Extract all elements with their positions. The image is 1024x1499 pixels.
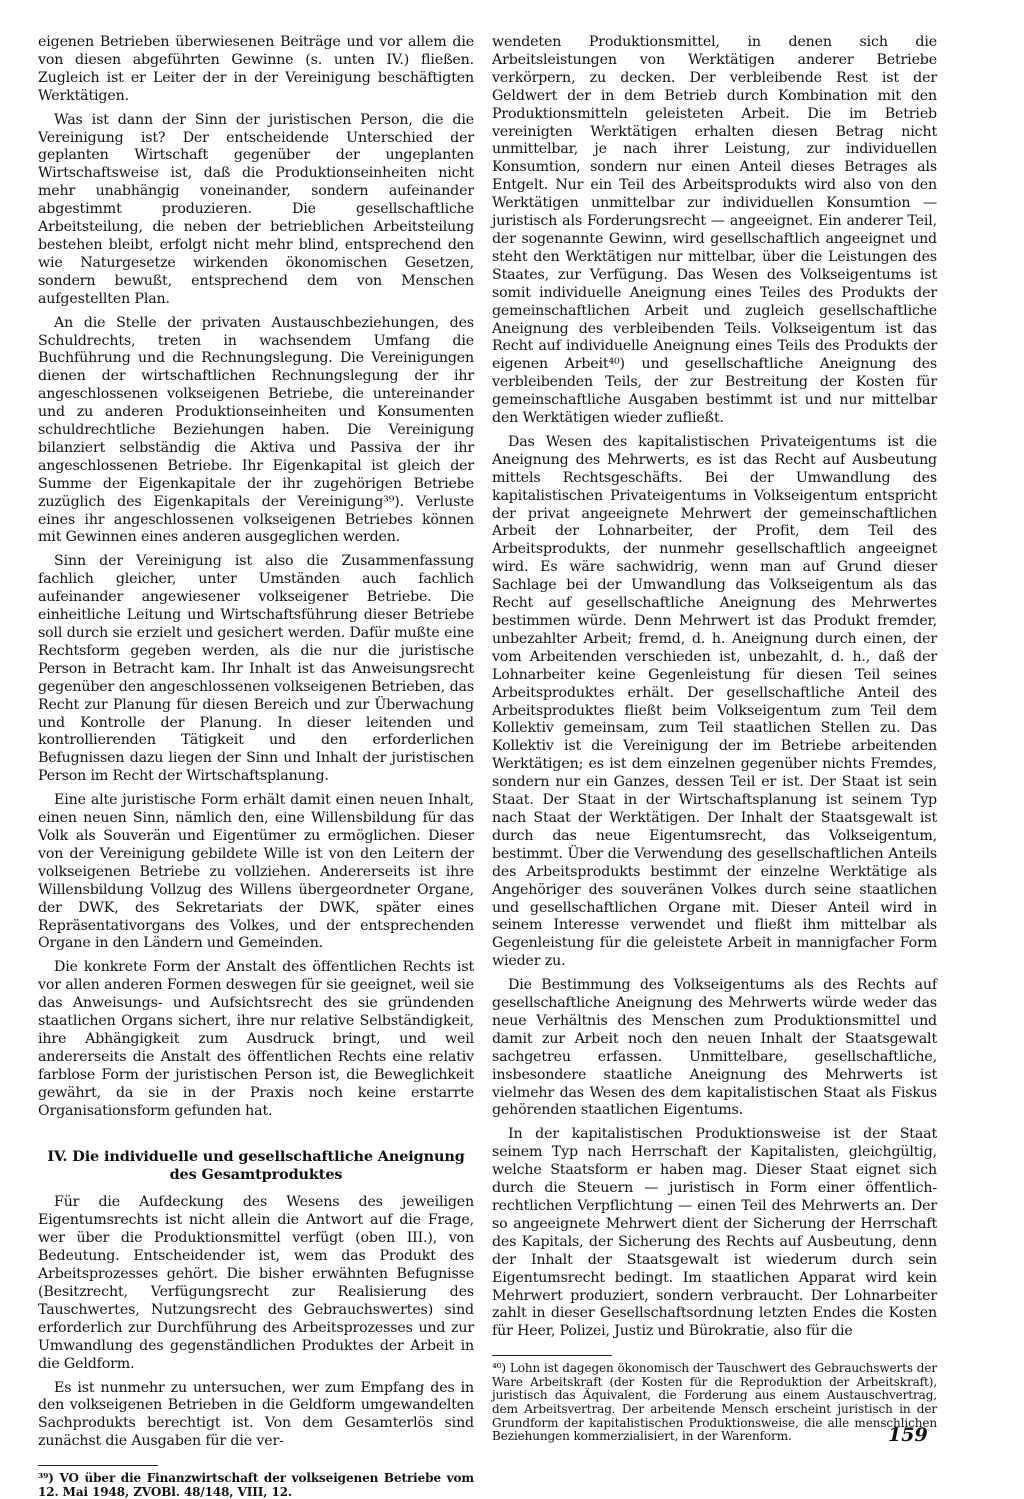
paragraph: wendeten Produktionsmittel, in denen sich die Arbeitsleistungen von Werktätigen anderer Betriebe verkörpern, zu decken. Der verbleibende Rest ist der Geldwert der in dem Betrieb durch Kombination mit den Produktionsmitteln geleisteten Arbeit. Die im Betrieb vereinigten Werktätigen erhalten diesen Betrag nicht unmittelbar, je nach ihrer Leistung, zur individuellen Konsumtion, sondern nur einen Anteil dieses Betrages als Entgelt. Nur ein Teil des Arbeitsprodukts wird also von den Werktätigen unmittelbar zur individuellen Konsumtion — juristisch als Forderungsrecht — angeeignet. Ein anderer Teil, der sogenannte Gewinn, wird gesellschaftlich angeeignet und steht den Werktätigen nur mittelbar, über die Leistungen des Staates, zur Verfügung. Das Wesen des Volkseigentums ist somit individuelle Aneignung eines Teiles des Produkts der gemeinschaftlichen Arbeit und zugleich gesellschaftliche Aneignung des verbleibenden Teils. Volkseigentum ist das Recht auf individuelle Aneignung eines Teils des Produkts der eigenen Arbeit⁴⁰) und gesellschaftliche Aneignung des verbleibenden Teils, der zur Bestreitung der Kosten für gemeinschaftliche Ausgaben bestimmt ist und nur mittelbar den Werktätigen wieder zufließt. — [492, 34, 937, 427]
paragraph: eigenen Betrieben überwiesenen Beiträge und vor allem die von diesen abgeführten Gewinne (s. unten IV.) fließen. Zugleich ist er Leiter der in der Vereinigung beschäftigten Werktätigen. — [38, 34, 474, 104]
paragraph: Die konkrete Form der Anstalt des öffentlichen Rechts ist vor allen anderen Formen deswegen für sie geeignet, weil sie das Anweisungs- und Aufsichtsrecht des sie gründenden staatlichen Organs sichert, ihre nur relative Selbständigkeit, ihre Abhängigkeit zum Ausdruck bringt, und weil andererseits die Anstalt des öffentlichen Rechts eine relativ farblose Form der juristischen Person ist, die Beweglichkeit gewährt, da sie in der Praxis noch keine erstarrte Organisationsform gefunden hat. — [38, 959, 474, 1119]
footnote-divider — [492, 1355, 612, 1356]
right-column — [492, 34, 937, 1444]
paragraph: Was ist dann der Sinn der juristischen Person, die die Vereinigung ist? Der entscheidende Unterschied der geplanten Wirtschaft gegenüber der ungeplanten Wirtschaftsweise ist, daß die Produktionseinheiten nicht mehr unabhängig voneinander, sondern aufeinander abgestimmt produzieren. Die gesellschaftliche Arbeitsteilung, die neben der betrieblichen Arbeitsteilung bestehen bleibt, erfolgt nicht mehr blind, entsprechend den wie Naturgesetze wirkenden ökonomischen Gesetzen, sondern bewußt, entsprechend dem von Menschen aufgestellten Plan. — [38, 111, 474, 307]
footnote: ³⁹) VO über die Finanzwirtschaft der volkseigenen Betriebe vom 12. Mai 1948, ZVOBl. 48/148, VIII, 12. — [38, 1471, 474, 1499]
paragraph: Die Bestimmung des Volkseigentums als des Rechts auf gesellschaftliche Aneignung des Mehrwerts würde weder das neue Verhältnis des Menschen zum Produktionsmittel und damit zur Arbeit noch den neuen Inhalt der Staatsgewalt sachgetreu erfassen. Unmittelbare, gesellschaftliche, insbesondere staatliche Aneignung des Mehrwerts ist vielmehr das Wesen des dem kapitalistischen Staat als Fiskus gehörenden staatlichen Eigentums. — [492, 977, 937, 1119]
left-column — [38, 34, 474, 1499]
page-number: 159 — [888, 1424, 928, 1446]
paragraph: In der kapitalistischen Produktionsweise ist der Staat seinem Typ nach Herrschaft der Kapitalisten, gleichgültig, welche Staatsform er haben mag. Dieser Staat eignet sich durch die Steuern — juristisch in Form einer öffentlich-rechtlichen Verpflichtung — einen Teil des Mehrwerts an. Der so angeeignete Mehrwert dient der Sicherung der Herrschaft des Kapitals, der Sicherung des Rechts auf Ausbeutung, denn der Inhalt der Staatsgewalt ist wiederum durch sein Eigentumsrecht bedingt. Im staatlichen Apparat wird kein Mehrwert produziert, sondern verbraucht. Der Lohnarbeiter zahlt in dieser Gesellschaftsordnung letzten Endes die Kosten für Heer, Polizei, Justiz und Bürokratie, also für die — [492, 1126, 937, 1340]
footnote: ⁴⁰) Lohn ist dagegen ökonomisch der Tauschwert des Gebrauchswerts der Ware Arbeitskraft (der Kosten für die Reproduktion der Arbeitskraft), juristisch das Äquivalent, die Forderung aus einem Austauschvertrag, dem Arbeitsvertrag. Der arbeitende Mensch erscheint juristisch in der Grundform der kapitalistischen Produktionsweise, die alle menschlichen Beziehungen kommerzialisiert, in der Warenform. — [492, 1361, 937, 1444]
paragraph: Es ist nunmehr zu untersuchen, wer zum Empfang des in den volkseigenen Betrieben in die Geldform umgewandelten Sachprodukts berechtigt ist. Von dem Gesamterlös sind zunächst die Ausgaben für die ver- — [38, 1379, 474, 1450]
paragraph: Für die Aufdeckung des Wesens des jeweiligen Eigentumsrechts ist nicht allein die Antwort auf die Frage, wer über die Produktionsmittel verfügt (oben III.), von Bedeutung. Entscheidender ist, wem das Produkt des Arbeitsprozesses gehört. Die bisher erwähnten Befugnisse (Besitzrecht, Verfügungsrecht zur Realisierung des Tauschwertes, Nutzungsrecht des Gebrauchswertes) sind erforderlich zur Durchführung des Arbeitsprozesses und zur Umwandlung des gegenständlichen Produktes der Arbeit in die Geldform. — [38, 1194, 474, 1372]
paragraph: Eine alte juristische Form erhält damit einen neuen Inhalt, einen neuen Sinn, nämlich den, eine Willensbildung für das Volk als Souverän und Eigentümer zu ermöglichen. Dieser von der Vereinigung gebildete Wille ist von den Leitern der volkseigenen Betriebe zu vollziehen. Andererseits ist ihre Willensbildung Vollzug des Willens übergeordneter Organe, der DWK, des Sekretariats der DWK, später eines Repräsentativorgans des Volkes, und der entsprechenden Organe in den Ländern und Gemeinden. — [38, 792, 474, 952]
section-heading: IV. Die individuelle und gesellschaftliche Aneignung des Gesamtproduktes — [47, 1148, 465, 1184]
footnote-divider — [38, 1465, 158, 1466]
paragraph: Das Wesen des kapitalistischen Privateigentums ist die Aneignung des Mehrwerts, es ist das Recht auf Ausbeutung mittels Rechtsgeschäfts. Bei der Umwandlung des kapitalistischen Privateigentums in Volkseigentum entspricht der privat angeeignete Mehrwert der gemeinschaftlichen Arbeit der Lohnarbeiter, der Profit, dem Teil des Arbeitsprodukts, der nunmehr gesellschaftlich angeeignet wird. Es wäre sachwidrig, wenn man auf Grund dieser Sachlage bei der Umwandlung das Volkseigentum als das Recht auf gesellschaftliche Aneignung des Mehrwertes bestimmen würde. Denn Mehrwert ist das Produkt fremder, unbezahlter Arbeit; fremd, d. h. Aneignung durch einen, der vom Arbeitenden verschieden ist, unbezahlt, d. h., daß der Lohnarbeiter keine Gegenleistung für diesen Teil seines Arbeitsproduktes erhält. Der gesellschaftliche Anteil des Arbeitsproduktes fließt beim Volkseigentum zum Teil dem Kollektiv gemeinsam, zum Teil staatlichen Stellen zu. Das Kollektiv ist die Vereinigung der im Betriebe arbeitenden Werktätigen; es ist dem einzelnen gegenüber nichts Fremdes, sondern nur ein Ganzes, dessen Teil er ist. Der Staat ist sein Staat. Der Staat in der Wirtschaftsplanung ist seinem Typ nach Staat der Werktätigen. Der Inhalt der Staatsgewalt ist durch das neue Eigentumsrecht, das Volkseigentum, bestimmt. Über die Verwendung des gesellschaftlichen Anteils des Arbeitsprodukts bestimmt der einzelne Werktätige als Angehöriger des souveränen Volkes durch seine staatlichen und gesellschaftlichen Organe mit. Dieser Anteil wird in seinem Interesse verwendet und fließt ihm mittelbar als Gegenleistung für die geleistete Arbeit in mannigfacher Form wieder zu. — [492, 433, 937, 970]
paragraph: Sinn der Vereinigung ist also die Zusammenfassung fachlich gleicher, unter Umständen auch fachlich aufeinander angewiesener volkseigener Betriebe. Die einheitliche Leitung und Wirtschaftsführung dieser Betriebe soll durch sie erzielt und gesichert werden. Dafür mußte eine Rechtsform gegeben werden, als die nur die juristische Person in Betracht kam. Ihr Inhalt ist das Anweisungsrecht gegenüber den angeschlossenen volkseigenen Betrieben, das Recht zur Planung für diesen Bereich und zur Überwachung und Kontrolle der Planung. In dieser leitenden und kontrollierenden Tätigkeit und den erforderlichen Befugnissen dazu liegen der Sinn und Inhalt der juristischen Person im Recht der Wirtschaftsplanung. — [38, 553, 474, 785]
paragraph: An die Stelle der privaten Austauschbeziehungen, des Schuldrechts, treten in wachsendem Umfang die Buchführung und die Rechnungslegung. Die Vereinigungen dienen der wirtschaftlichen Rechnungslegung der ihr angeschlossenen volkseigenen Betriebe, die untereinander und zu anderen Produktionseinheiten und Konsumenten schuldrechtliche Beziehungen haben. Die Vereinigung bilanziert selbständig die Aktiva und Passiva der ihr angeschlossenen Betriebe. Ihr Eigenkapital ist gleich der Summe der Eigenkapitale der ihr zugehörigen Betriebe zuzüglich des Eigenkapitals der Vereinigung³⁹). Verluste eines ihr angeschlossenen volkseigenen Betriebes können mit Gewinnen eines anderen ausgeglichen werden. — [38, 314, 474, 546]
